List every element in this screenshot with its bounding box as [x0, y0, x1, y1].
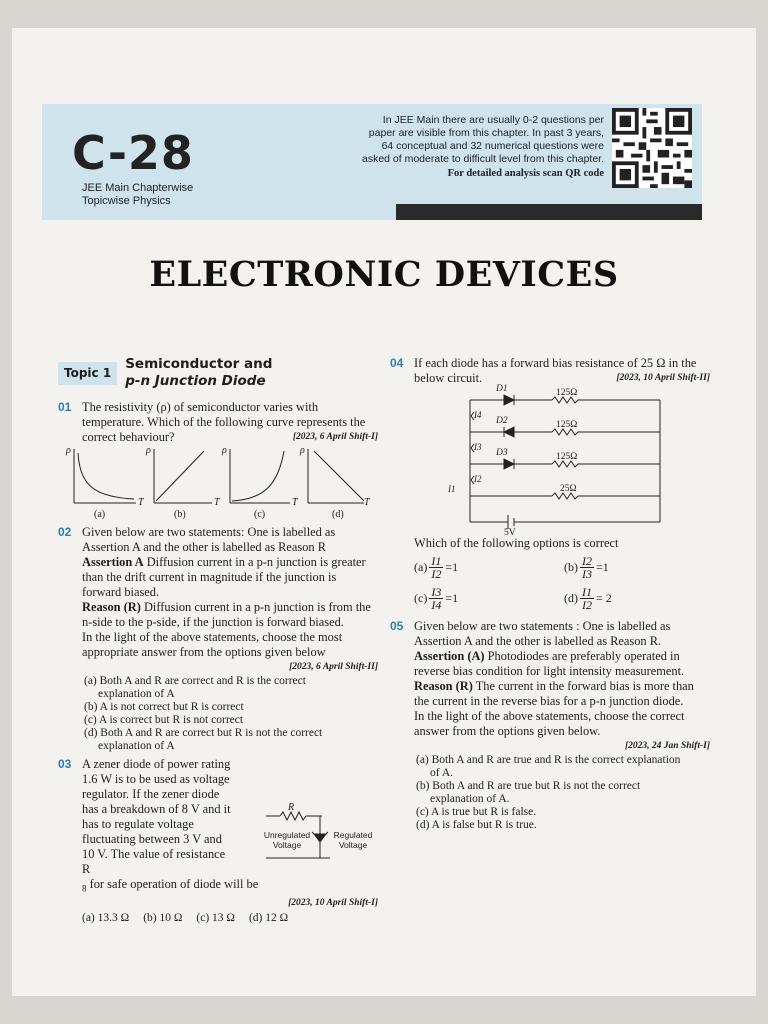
question-number: 04	[390, 356, 404, 370]
resistor-label: R	[288, 802, 295, 813]
question-text: The resistivity (ρ) of semiconductor varies with temperature. Which of the following curve represents the correct behaviour?	[82, 400, 366, 444]
subscript: 8	[82, 883, 87, 894]
graph-d	[308, 449, 364, 503]
assertion-label: Assertion (A)	[414, 649, 485, 663]
question-text-end: for safe operation of diode will be	[86, 877, 259, 891]
question-01	[58, 400, 378, 445]
option[interactable]: (c) A is correct but R is not correct	[84, 714, 244, 726]
question-text: If each diode has a forward bias resistance of 25 Ω in the below circuit.	[414, 356, 697, 385]
axis-label-rho: ρ	[146, 445, 151, 456]
exam-reference: [2023, 10 April Shift-I]	[288, 898, 378, 909]
reason-text: Diffusion current in a p-n junction is from the n-side to the p-side, if the junction is forward biased.	[82, 600, 371, 629]
question-05	[390, 619, 710, 832]
diode-label: D1	[496, 384, 508, 394]
topic-title-line1: Semiconductor and	[125, 356, 273, 372]
unregulated-voltage-label: Unregulated Voltage	[263, 830, 311, 850]
option[interactable]: (a) Both A and R are correct and R is the correct explanation of A	[84, 675, 306, 700]
book-title-line2: Topicwise Physics	[82, 195, 171, 207]
resistor-label: 125Ω	[556, 388, 578, 398]
question-prompt: In the light of the above statements, choose the correct answer from the options given below.	[414, 709, 685, 738]
header-dark-bar	[396, 204, 702, 220]
chapter-title: ELECTRONIC DEVICES	[149, 254, 619, 295]
option[interactable]: (b) Both A and R are true but R is not the correct explanation of A.	[416, 780, 641, 805]
regulated-voltage-label: Regulated Voltage	[333, 830, 373, 850]
assertion-text: Photodiodes are preferably operated in reverse bias condition for light intensity measurement.	[414, 649, 685, 678]
axis-label-rho: ρ	[222, 445, 227, 456]
question-number: 02	[58, 525, 72, 539]
topic-title	[125, 356, 272, 390]
axis-label-t: T	[364, 497, 370, 508]
question-intro: Given below are two statements: One is labelled as Assertion A and the other is labelled as Reason R	[82, 525, 336, 554]
battery-label: 5V	[504, 528, 516, 538]
options-row	[82, 911, 378, 926]
assertion-label: Assertion A	[82, 555, 144, 569]
graph-options-figure	[64, 445, 364, 523]
exam-reference: [2023, 24 Jan Shift-I]	[625, 741, 710, 751]
right-column	[390, 356, 710, 832]
option[interactable]: (b) A is not correct but R is correct	[84, 701, 244, 713]
intro-line: In JEE Main there are usually 0-2 questions per	[382, 114, 604, 126]
current-label: I4	[474, 410, 482, 420]
qr-code-icon[interactable]	[612, 108, 692, 188]
diode-circuit-figure	[448, 384, 710, 538]
option[interactable]: (d) Both A and R are correct but R is not the correct explanation of A	[84, 727, 323, 752]
topic-title-line2: p-n Junction Diode	[125, 373, 266, 389]
question-02	[58, 525, 378, 753]
intro-line: 64 conceptual and 32 numerical questions were	[381, 140, 604, 152]
diode-label: D3	[496, 448, 508, 458]
current-label: I1	[448, 484, 456, 494]
option[interactable]: (d) A is false but R is true.	[416, 819, 537, 831]
option[interactable]: (b) $\frac{I2}{I3}$ =1	[564, 554, 609, 581]
question-04-options	[390, 536, 710, 611]
resistor-label: 125Ω	[556, 420, 578, 430]
book-title	[82, 182, 193, 208]
question-number: 05	[390, 619, 404, 633]
graph-label: (b)	[174, 509, 186, 520]
exam-reference: [2023, 6 April Shift-I]	[292, 432, 378, 442]
book-title-line1: JEE Main Chapterwise	[82, 182, 194, 194]
chapter-code: C-28	[72, 126, 194, 180]
graph-a	[74, 449, 136, 503]
current-label: I3	[474, 442, 482, 452]
option[interactable]: (c) A is true but R is false.	[416, 806, 537, 818]
question-04	[390, 356, 710, 386]
chapter-intro	[318, 114, 604, 180]
option[interactable]: (b) 10 Ω	[143, 912, 183, 925]
axis-label-rho: ρ	[300, 445, 305, 456]
intro-line: asked of moderate to difficult level from this chapter.	[361, 153, 604, 165]
exam-reference: [2023, 10 April Shift-II]	[616, 373, 710, 383]
axis-label-t: T	[292, 497, 298, 508]
resistor-label: 25Ω	[560, 484, 577, 494]
resistor-label: 125Ω	[556, 452, 578, 462]
graph-b	[154, 449, 212, 503]
topic-heading	[58, 356, 378, 390]
graph-c	[230, 449, 290, 503]
question-number: 01	[58, 400, 72, 414]
assertion-text: Diffusion current in a p-n junction is greater than the drift current in magnitude if the junction is forward biased.	[82, 555, 366, 599]
question-intro: Given below are two statements : One is labelled as Assertion A and the other is labelled as Reason R.	[414, 619, 671, 648]
diode-label: D2	[496, 416, 508, 426]
option[interactable]: (d) $\frac{I1}{I2}$ = 2	[564, 585, 612, 612]
question-number: 03	[58, 757, 72, 771]
axis-label-t: T	[214, 497, 220, 508]
option[interactable]: (a) $\frac{I1}{I2}$ =1	[414, 554, 459, 581]
resistivity-graphs	[64, 445, 378, 523]
graph-label: (d)	[332, 509, 344, 520]
scan-qr-text: For detailed analysis scan QR code	[447, 168, 604, 179]
graph-label: (a)	[94, 509, 106, 520]
axis-label-t: T	[138, 497, 144, 508]
zener-regulator-figure	[196, 802, 382, 868]
graph-label: (c)	[254, 509, 266, 520]
option[interactable]: (d) 12 Ω	[248, 912, 289, 925]
option[interactable]: (c) $\frac{I3}{I4}$ =1	[414, 585, 459, 612]
reason-text: The current in the forward bias is more than the current in the reverse bias for a p-n junction diode.	[414, 679, 694, 708]
intro-line: paper are visible from this chapter. In past 3 years,	[368, 127, 604, 139]
topic-tag: Topic 1	[58, 362, 117, 385]
question-text: A zener diode of power rating 1.6 W is to be used as voltage regulator. If the zener diode has a breakdown of 8 V and it has to regulate voltage fluctuating between 3 V and 10 V. The value of resistance R	[82, 757, 231, 876]
axis-label-rho: ρ	[66, 445, 71, 456]
reason-label: Reason (R)	[414, 679, 473, 693]
question-prompt: In the light of the above statements, choose the most appropriate answer from the options given below	[82, 630, 343, 659]
option[interactable]: (a) 13.3 Ω	[82, 912, 130, 925]
current-label: I2	[474, 474, 482, 484]
option[interactable]: (c) 13 Ω	[196, 912, 235, 925]
exam-reference: [2023, 6 April Shift-II]	[289, 662, 378, 672]
reason-label: Reason (R)	[82, 600, 141, 614]
option[interactable]: (a) Both A and R are true and R is the correct explanation of A.	[416, 754, 681, 779]
question-text: Which of the following options is correct	[414, 536, 619, 550]
